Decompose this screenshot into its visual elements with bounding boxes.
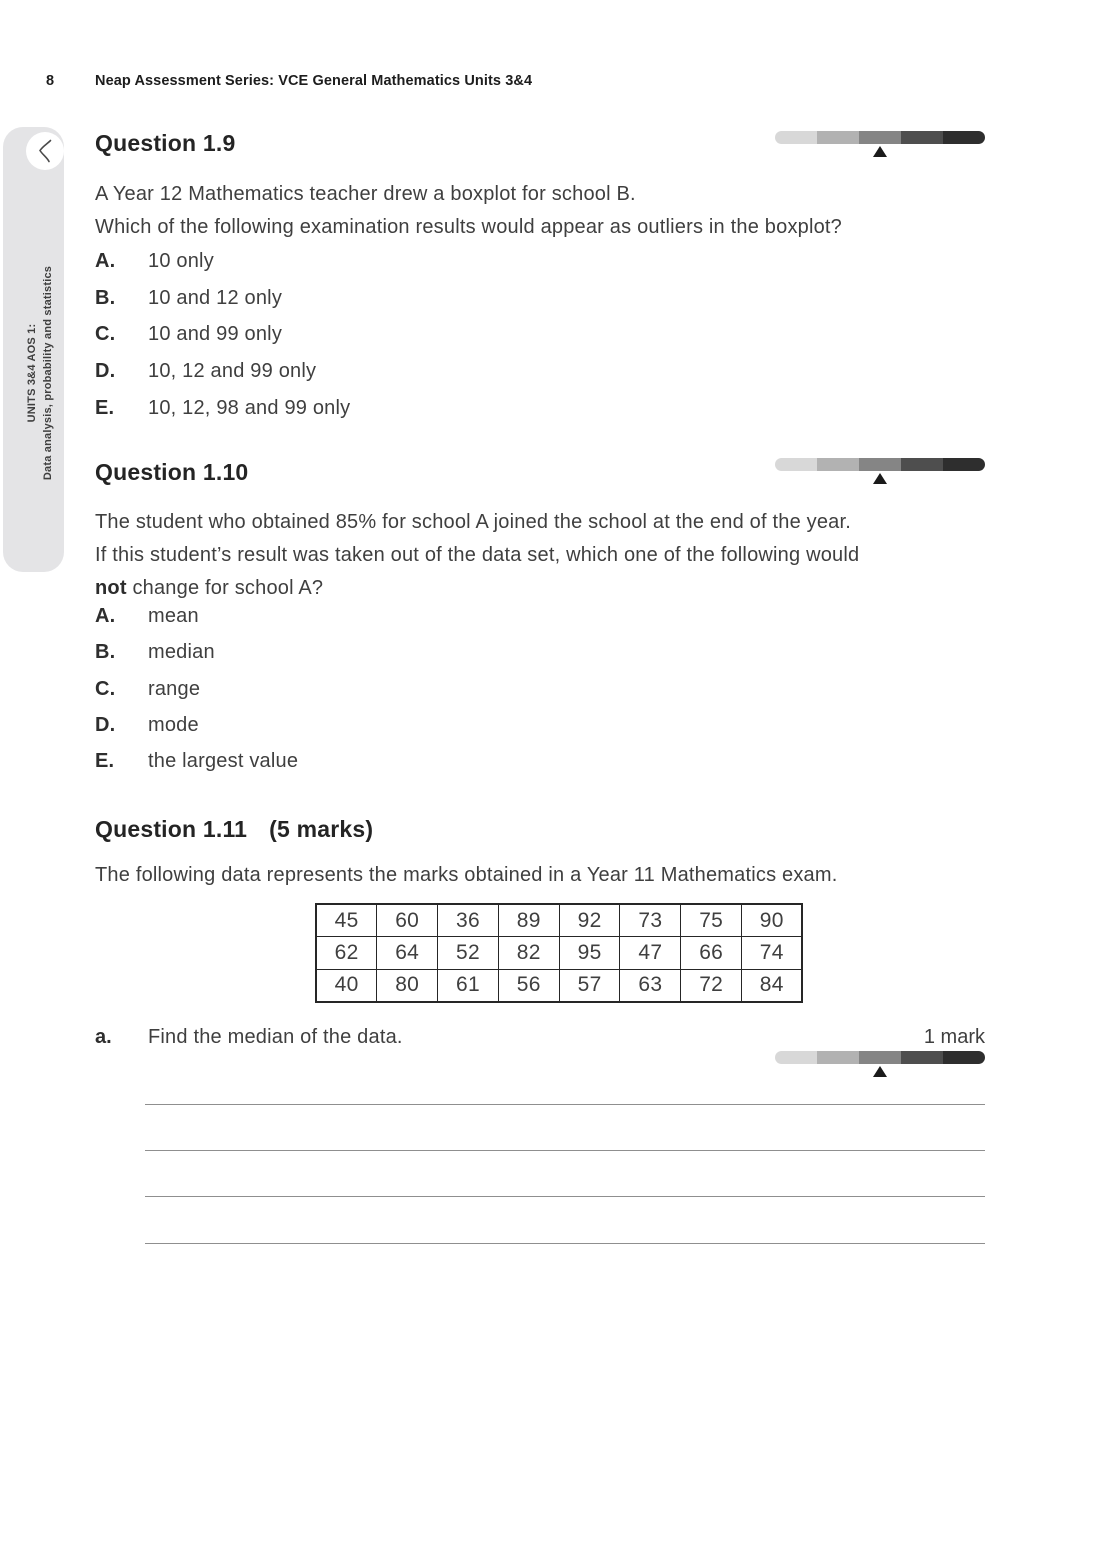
q19-text-line1: A Year 12 Mathematics teacher drew a boxplot for school B. xyxy=(95,183,636,205)
q110-text-line3 xyxy=(95,577,323,600)
table-cell: 57 xyxy=(559,969,620,1002)
difficulty-segment-1 xyxy=(775,131,817,144)
difficulty-segment-2 xyxy=(817,1051,859,1064)
difficulty-segment-1 xyxy=(775,458,817,471)
part-a-label: a. xyxy=(95,1026,112,1048)
header-title: Neap Assessment Series: VCE General Mathematics Units 3&4 xyxy=(95,73,533,89)
table-cell: 90 xyxy=(742,904,803,937)
difficulty-segment-3 xyxy=(859,1051,901,1064)
option-letter: A. xyxy=(95,605,116,627)
answer-line-4 xyxy=(145,1243,985,1244)
difficulty-segment-4 xyxy=(901,131,943,144)
table-row xyxy=(316,904,802,937)
difficulty-segment-3 xyxy=(859,131,901,144)
question-1-11-title-row xyxy=(95,816,373,843)
sidebar-unit-line2: Data analysis, probability and statistics xyxy=(42,265,54,481)
difficulty-segment-4 xyxy=(901,1051,943,1064)
difficulty-segment-2 xyxy=(817,458,859,471)
table-cell: 62 xyxy=(316,937,377,970)
q19-option-a xyxy=(95,250,214,273)
difficulty-indicator-q111a xyxy=(775,1051,985,1077)
table-cell: 64 xyxy=(377,937,438,970)
option-text: median xyxy=(148,641,215,663)
difficulty-marker-icon xyxy=(873,473,887,484)
table-cell: 56 xyxy=(498,969,559,1002)
q110-text-line2: If this student’s result was taken out of the data set, which one of the following would xyxy=(95,544,860,566)
option-letter: B. xyxy=(95,287,116,309)
q110-option-c xyxy=(95,678,200,701)
q110-line3-rest: change for school A? xyxy=(126,577,324,599)
part-a-text: Find the median of the data. xyxy=(148,1026,403,1048)
table-cell: 47 xyxy=(620,937,681,970)
table-cell: 92 xyxy=(559,904,620,937)
option-letter: D. xyxy=(95,714,116,736)
q19-text-line2: Which of the following examination results would appear as outliers in the boxplot? xyxy=(95,216,843,238)
table-cell: 80 xyxy=(377,969,438,1002)
option-text: 10 and 12 only xyxy=(148,287,283,309)
difficulty-segment-5 xyxy=(943,1051,985,1064)
difficulty-bar xyxy=(775,1051,985,1064)
q111-intro: The following data represents the marks obtained in a Year 11 Mathematics exam. xyxy=(95,864,838,886)
option-text: range xyxy=(148,678,201,700)
option-text: 10 and 99 only xyxy=(148,323,283,345)
difficulty-segment-5 xyxy=(943,131,985,144)
q110-option-d xyxy=(95,714,199,737)
table-cell: 36 xyxy=(438,904,499,937)
table-cell: 40 xyxy=(316,969,377,1002)
marks-table xyxy=(315,903,803,1003)
option-letter: A. xyxy=(95,250,116,272)
difficulty-segment-4 xyxy=(901,458,943,471)
table-cell: 45 xyxy=(316,904,377,937)
q110-option-b xyxy=(95,641,215,664)
table-cell: 60 xyxy=(377,904,438,937)
sidebar-tab xyxy=(3,127,64,572)
table-cell: 75 xyxy=(681,904,742,937)
option-text: mode xyxy=(148,714,199,736)
difficulty-indicator-q110 xyxy=(775,458,985,484)
table-row xyxy=(316,937,802,970)
option-text: mean xyxy=(148,605,199,627)
option-text: 10, 12, 98 and 99 only xyxy=(148,397,351,419)
difficulty-bar xyxy=(775,131,985,144)
option-text: the largest value xyxy=(148,750,299,772)
option-letter: E. xyxy=(95,750,115,772)
table-cell: 73 xyxy=(620,904,681,937)
option-letter: C. xyxy=(95,323,116,345)
q110-not-emphasis: not xyxy=(95,577,127,599)
difficulty-bar xyxy=(775,458,985,471)
chevron-left-icon xyxy=(34,137,56,165)
question-1-11-marks: (5 marks) xyxy=(269,816,374,842)
q19-option-d xyxy=(95,360,316,383)
answer-line-2 xyxy=(145,1150,985,1151)
difficulty-marker-icon xyxy=(873,146,887,157)
q19-option-e xyxy=(95,397,350,420)
question-1-11-title: Question 1.11 xyxy=(95,816,248,842)
answer-line-3 xyxy=(145,1196,985,1197)
option-letter: D. xyxy=(95,360,116,382)
sidebar-unit-line1: UNITS 3&4 AOS 1: xyxy=(26,323,38,423)
table-cell: 72 xyxy=(681,969,742,1002)
back-button[interactable] xyxy=(26,132,64,170)
table-cell: 61 xyxy=(438,969,499,1002)
answer-line-1 xyxy=(145,1104,985,1105)
table-cell: 66 xyxy=(681,937,742,970)
question-1-9-title: Question 1.9 xyxy=(95,130,236,156)
question-1-10-title: Question 1.10 xyxy=(95,459,249,485)
option-letter: C. xyxy=(95,678,116,700)
q19-option-c xyxy=(95,323,282,346)
q110-option-e xyxy=(95,750,298,773)
table-row xyxy=(316,969,802,1002)
difficulty-segment-3 xyxy=(859,458,901,471)
table-cell: 89 xyxy=(498,904,559,937)
option-letter: B. xyxy=(95,641,116,663)
sidebar-unit-label xyxy=(24,266,56,480)
option-text: 10, 12 and 99 only xyxy=(148,360,317,382)
page-number: 8 xyxy=(46,73,55,89)
option-letter: E. xyxy=(95,397,115,419)
table-cell: 82 xyxy=(498,937,559,970)
q19-option-b xyxy=(95,287,282,310)
difficulty-segment-2 xyxy=(817,131,859,144)
part-a-marks: 1 mark xyxy=(923,1026,985,1048)
q110-text-line1: The student who obtained 85% for school A joined the school at the end of the year. xyxy=(95,511,852,533)
table-cell: 63 xyxy=(620,969,681,1002)
table-cell: 95 xyxy=(559,937,620,970)
q110-option-a xyxy=(95,605,199,628)
difficulty-segment-5 xyxy=(943,458,985,471)
option-text: 10 only xyxy=(148,250,214,272)
table-cell: 74 xyxy=(742,937,803,970)
difficulty-indicator-q19 xyxy=(775,131,985,157)
difficulty-marker-icon xyxy=(873,1066,887,1077)
table-cell: 84 xyxy=(742,969,803,1002)
table-cell: 52 xyxy=(438,937,499,970)
difficulty-segment-1 xyxy=(775,1051,817,1064)
